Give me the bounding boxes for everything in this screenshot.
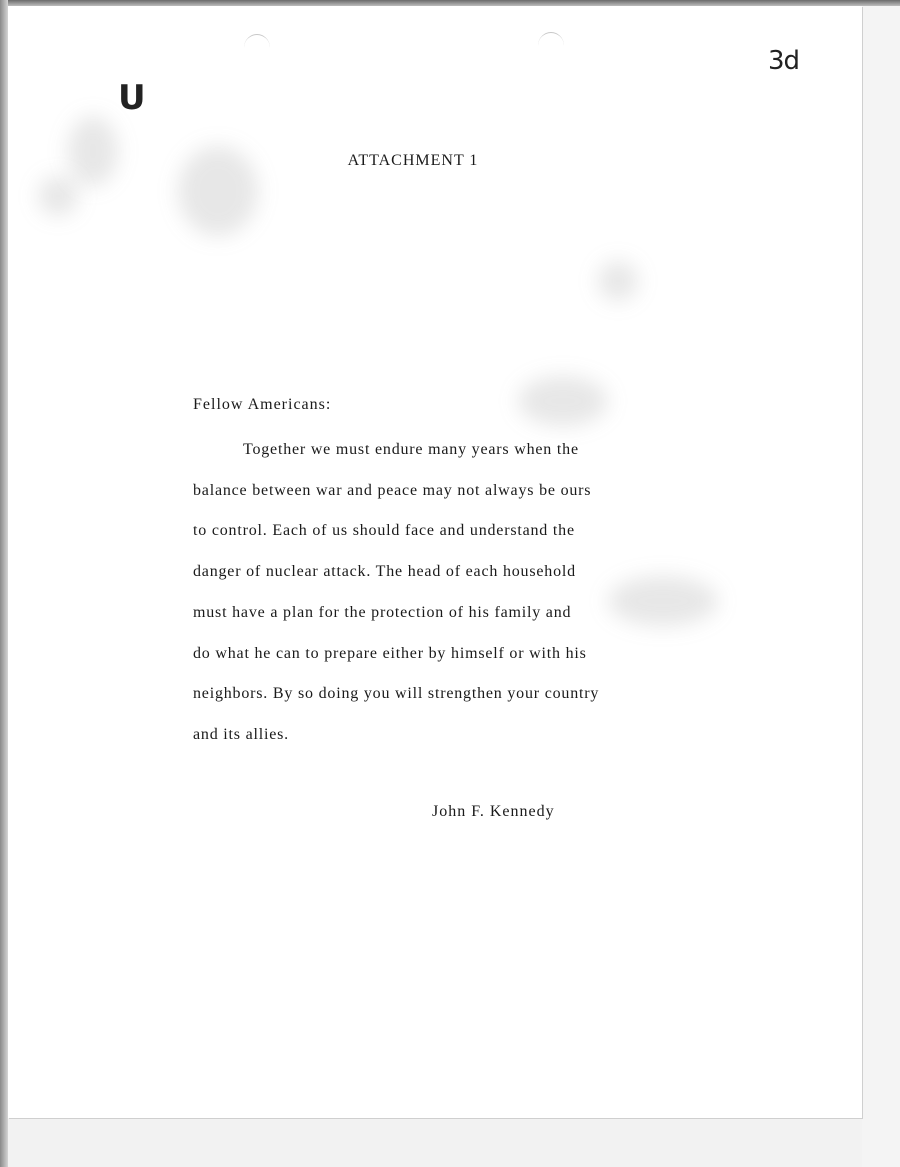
body-line: Together we must endure many years when the: [243, 441, 579, 458]
body-line: balance between war and peace may not always be ours: [193, 481, 592, 499]
document-page: [8, 6, 862, 1118]
body-line: must have a plan for the protection of his family and: [193, 603, 572, 621]
handwritten-page-number: 3d: [768, 46, 800, 76]
stain: [38, 176, 78, 216]
signature: John F. Kennedy: [432, 803, 555, 820]
body-line: do what he can to prepare either by himself or with his: [193, 644, 587, 662]
punch-hole: [244, 34, 270, 61]
letter-body: [193, 430, 713, 756]
stain: [598, 261, 638, 301]
scan-margin-bottom: [8, 1118, 862, 1167]
punch-hole: [538, 32, 564, 59]
scan-edge-left: [0, 0, 8, 1167]
body-line: neighbors. By so doing you will strengthen your country: [193, 685, 600, 703]
document-heading: ATTACHMENT 1: [347, 152, 479, 169]
salutation: Fellow Americans:: [193, 396, 332, 413]
stain: [68, 116, 118, 186]
body-line: and its allies.: [193, 725, 289, 743]
handwritten-check-mark: U: [118, 78, 146, 118]
stain: [518, 376, 608, 426]
body-line: to control. Each of us should face and understand the: [193, 522, 575, 540]
scan-margin-right: [862, 6, 900, 1167]
body-line: danger of nuclear attack. The head of each household: [193, 563, 576, 581]
